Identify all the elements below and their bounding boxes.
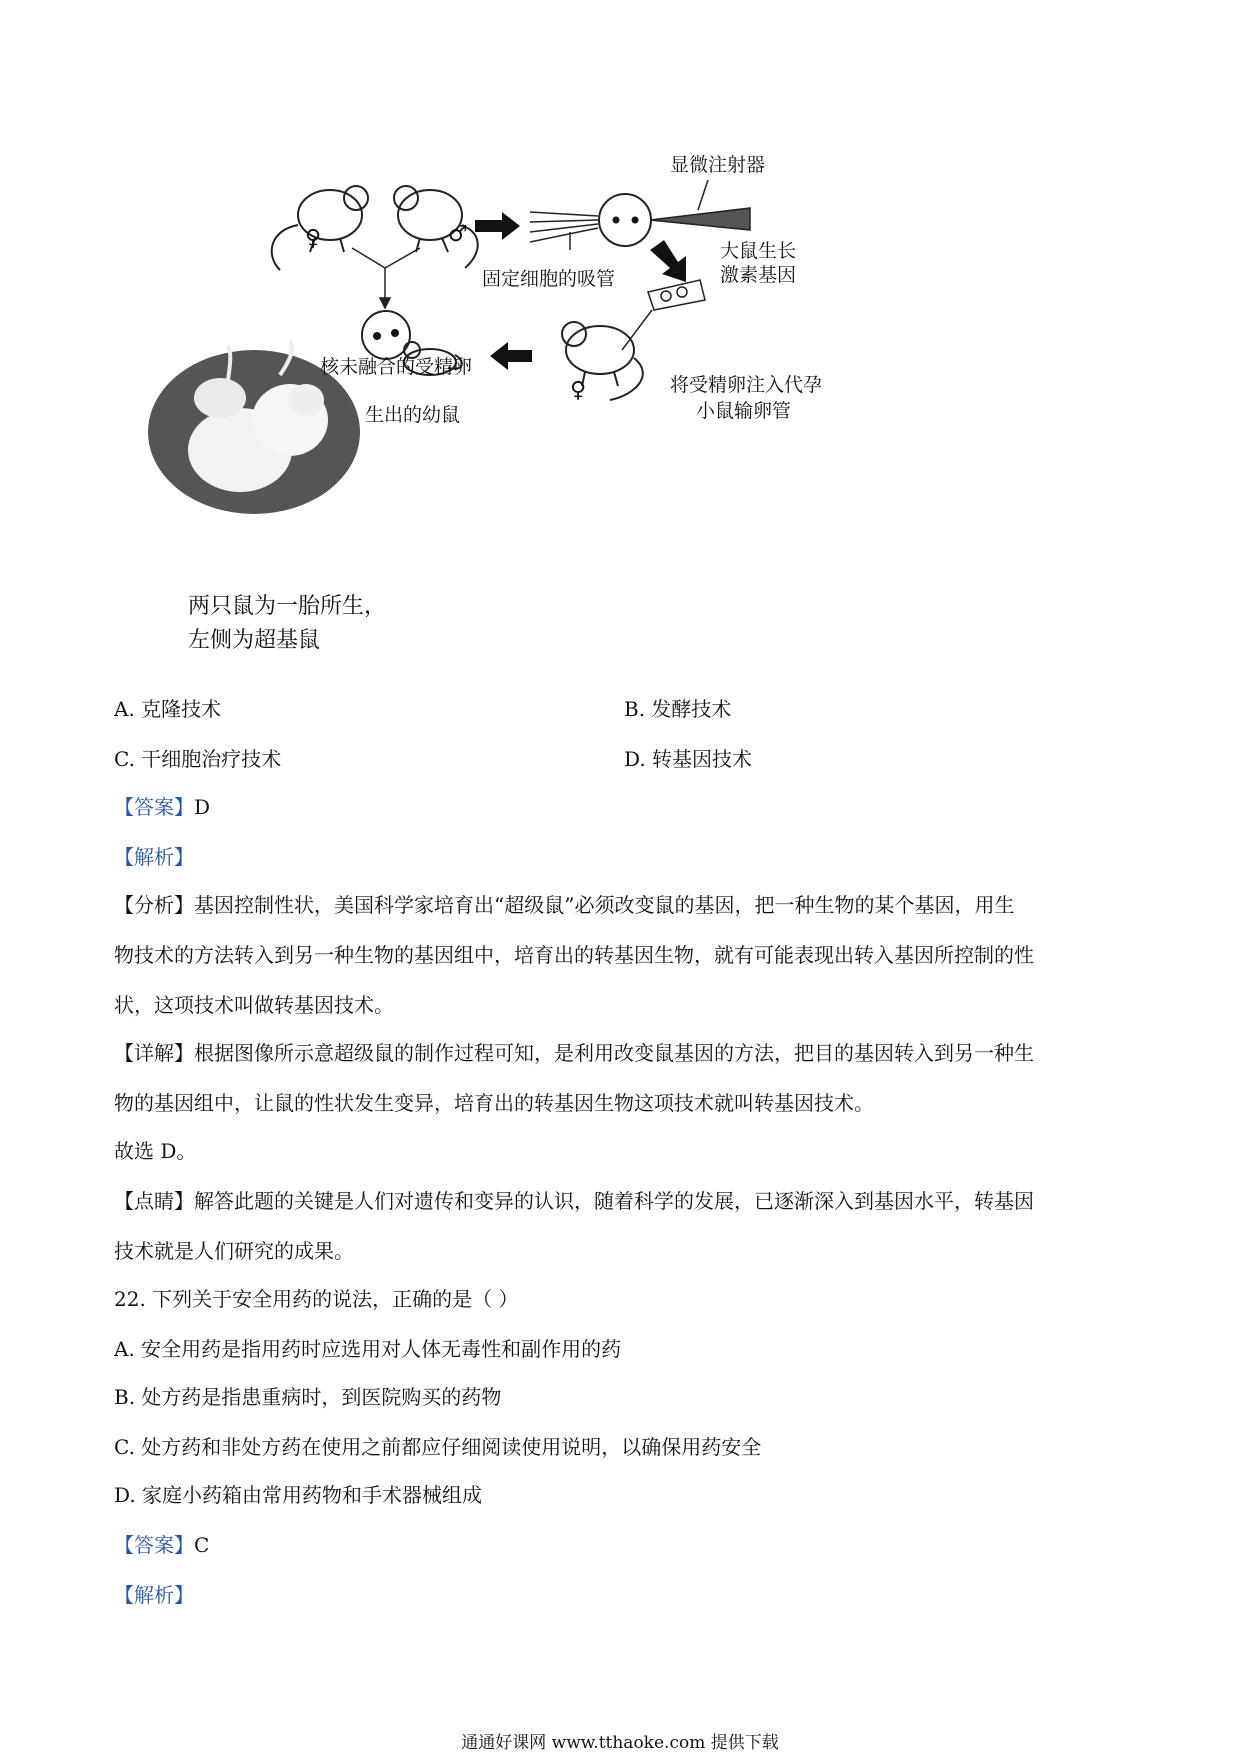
q21-analysis-tag: 【解析】 — [114, 845, 194, 869]
q21-fenxi-line1 — [114, 890, 1014, 920]
answer-tag: 【答案】 — [114, 1533, 194, 1557]
answer-value: D — [194, 795, 211, 819]
female-symbol-surrogate: ♀ — [570, 378, 587, 403]
page-footer: 通通好课网 www.tthaoke.com 提供下载 — [461, 1733, 779, 1753]
label-gene-line2: 激素基因 — [720, 264, 797, 286]
egg-injection-icon — [599, 194, 651, 246]
photo-caption — [188, 590, 386, 658]
fenxi-text1: 基因控制性状，美国科学家培育出“超级鼠”必须改变鼠的基因，把一种生物的某个基因，用生 — [194, 893, 1015, 917]
q21-option-c: C. 干细胞治疗技术 — [114, 747, 282, 771]
label-egg: 核未融合的受精卵 — [320, 356, 473, 378]
q22-option-d: D. 家庭小药箱由常用药物和手术器械组成 — [114, 1483, 483, 1507]
q21-xiangjie-line1 — [114, 1038, 1034, 1068]
label-pups: 生出的幼鼠 — [365, 404, 461, 426]
female-symbol: ♀ — [305, 226, 322, 251]
caption-line1: 两只鼠为一胎所生， — [188, 594, 387, 619]
answer-value: C — [194, 1533, 210, 1557]
syringe-icon — [622, 280, 705, 350]
q21-fenxi-line3: 状，这项技术叫做转基因技术。 — [114, 993, 394, 1017]
q22-answer — [114, 1530, 209, 1560]
q21-option-b: B. 发酵技术 — [624, 697, 732, 721]
label-gene-line1: 大鼠生长 — [720, 240, 797, 262]
q21-option-a: A. 克隆技术 — [114, 697, 222, 721]
q21-dianjing-line1 — [114, 1186, 1034, 1216]
q22-option-b: B. 处方药是指患重病时，到医院购买的药物 — [114, 1385, 502, 1409]
label-inject-line2: 小鼠输卵管 — [696, 400, 792, 422]
male-symbol: ♂ — [448, 222, 468, 247]
label-microinjector: 显微注射器 — [670, 154, 766, 176]
answer-tag: 【答案】 — [114, 795, 194, 819]
q22-option-a: A. 安全用药是指用药时应选用对人体无毒性和副作用的药 — [114, 1337, 622, 1361]
caption-line2: 左侧为超基鼠 — [188, 628, 321, 653]
holding-pipette-icon — [530, 212, 598, 250]
label-inject-line1: 将受精卵注入代孕 — [670, 374, 823, 396]
label-pipette: 固定细胞的吸管 — [482, 268, 616, 290]
q21-fenxi-line2: 物技术的方法转入到另一种生物的基因组中，培育出的转基因生物，就有可能表现出转入基因所控制的性 — [114, 943, 1034, 967]
q21-xiangjie-line2: 物的基因组中，让鼠的性状发生变异，培育出的转基因生物这项技术就叫转基因技术。 — [114, 1091, 874, 1115]
xiangjie-text1: 根据图像所示意超级鼠的制作过程可知，是利用改变鼠基因的方法，把目的基因转入到另一种生 — [194, 1041, 1034, 1065]
mating-lines — [352, 248, 420, 308]
fenxi-tag: 【分析】 — [114, 893, 194, 917]
arrow-left-icon — [490, 342, 532, 370]
q21-option-d: D. 转基因技术 — [624, 747, 753, 771]
xiangjie-tag: 【详解】 — [114, 1041, 194, 1065]
q22-stem: 22. 下列关于安全用药的说法，正确的是（ ） — [114, 1287, 519, 1311]
dianjing-tag: 【点睛】 — [114, 1189, 194, 1213]
q21-answer — [114, 792, 210, 822]
arrow-down-icon — [650, 240, 686, 282]
microinjector-icon — [650, 180, 750, 230]
arrow-right-icon — [475, 212, 520, 240]
dianjing-text1: 解答此题的关键是人们对遗传和变异的认识，随着科学的发展，已逐渐深入到基因水平，转基因 — [194, 1189, 1034, 1213]
q22-option-c: C. 处方药和非处方药在使用之前都应仔细阅读使用说明，以确保用药安全 — [114, 1435, 762, 1459]
q21-choose: 故选 D。 — [114, 1139, 197, 1163]
q22-analysis-tag: 【解析】 — [114, 1583, 194, 1607]
q21-dianjing-line2: 技术就是人们研究的成果。 — [114, 1239, 354, 1263]
